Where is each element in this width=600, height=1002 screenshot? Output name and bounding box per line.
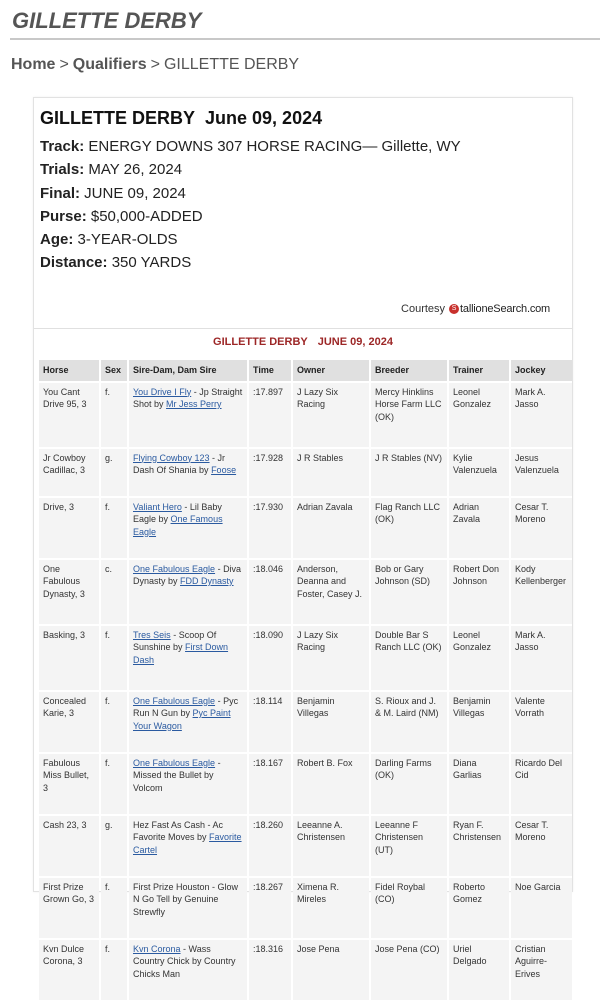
pedigree-cell: Valiant Hero - Lil Baby Eagle by One Famous Eagle: [129, 498, 247, 558]
results-heading: [34, 336, 572, 348]
distance-label: Distance:: [40, 254, 108, 272]
trainer-cell: Roberto Gomez: [449, 878, 509, 938]
horse-cell: One Fabulous Dynasty, 3: [39, 560, 99, 624]
breadcrumb-separator: >: [150, 56, 160, 73]
pedigree-cell: One Fabulous Eagle - Pyc Run N Gun by Pyc Paint Your Wagon: [129, 692, 247, 752]
sex-cell: f.: [101, 383, 127, 447]
dam-sire-link[interactable]: Mr Jess Perry: [166, 399, 222, 409]
horse-cell: You Cant Drive 95, 3: [39, 383, 99, 447]
pedigree-cell: Tres Seis - Scoop Of Sunshine by First Down Dash: [129, 626, 247, 690]
trainer-cell: Ryan F. Christensen: [449, 816, 509, 876]
breeder-cell: Mercy Hinklins Horse Farm LLC (OK): [371, 383, 447, 447]
sire-link[interactable]: Kvn Corona: [133, 943, 181, 954]
time-cell: :18.114: [249, 692, 291, 752]
dam-name: Missed the Bullet: [133, 770, 202, 780]
pedigree-cell: First Prize Houston - Glow N Go Tell by Genuine Strewfly: [129, 878, 247, 938]
dam-sire-name: Volcom: [133, 782, 163, 793]
dam-name: Glow N Go Tell: [133, 881, 239, 904]
time-cell: :18.316: [249, 940, 291, 1000]
track-row: [40, 135, 566, 158]
time-cell: :18.090: [249, 626, 291, 690]
title-divider: [10, 38, 600, 40]
column-header-sire-dam: Sire-Dam, Dam Sire: [129, 360, 247, 381]
jockey-cell: Kody Kellenberger: [511, 560, 572, 624]
dam-sire-link[interactable]: First Down Dash: [133, 642, 229, 665]
results-heading-name: GILLETTE DERBY: [213, 336, 308, 348]
age-value: 3-YEAR-OLDS: [77, 231, 178, 249]
purse-label: Purse:: [40, 207, 87, 225]
sex-cell: g.: [101, 449, 127, 496]
sire-link[interactable]: One Fabulous Eagle: [133, 757, 216, 768]
stallionsearch-logo-text: tallioneSearch.com: [460, 303, 550, 315]
breeder-cell: Fidel Roybal (CO): [371, 878, 447, 938]
breadcrumb-home-link[interactable]: Home: [11, 56, 56, 73]
trials-value: MAY 26, 2024: [88, 161, 183, 179]
race-info: [40, 106, 566, 275]
breeder-cell: Double Bar S Ranch LLC (OK): [371, 626, 447, 690]
sex-cell: c.: [101, 560, 127, 624]
sex-cell: f.: [101, 878, 127, 938]
trainer-cell: Uriel Delgado: [449, 940, 509, 1000]
jockey-cell: Ricardo Del Cid: [511, 754, 572, 814]
pedigree-cell: One Fabulous Eagle - Diva Dynasty by FDD Dynasty: [129, 560, 247, 624]
dam-sire-link[interactable]: One Famous Eagle: [133, 514, 223, 537]
column-header-jockey: Jockey: [511, 360, 572, 381]
table-row: [39, 754, 572, 814]
race-card: [33, 97, 573, 979]
dam-sire-link[interactable]: Foose: [211, 465, 237, 475]
dam-name: Jp Straight Shot: [133, 386, 243, 409]
sire-link[interactable]: Valiant Hero: [133, 501, 182, 512]
dam-name: Ac Favorite Moves: [133, 819, 224, 842]
trainer-cell: Kylie Valenzuela: [449, 449, 509, 496]
horse-cell: Cash 23, 3: [39, 816, 99, 876]
dam-name: Lil Baby Eagle: [133, 501, 222, 524]
horse-cell: Jr Cowboy Cadillac, 3: [39, 449, 99, 496]
race-name: GILLETTE DERBY: [40, 108, 196, 128]
breeder-cell: Bob or Gary Johnson (SD): [371, 560, 447, 624]
time-cell: :17.928: [249, 449, 291, 496]
courtesy-text: Courtesy: [401, 303, 446, 315]
table-row: [39, 692, 572, 752]
distance-row: [40, 251, 566, 274]
owner-cell: Ximena R. Mireles: [293, 878, 369, 938]
table-row: [39, 816, 572, 876]
jockey-cell: Cesar T. Moreno: [511, 498, 572, 558]
time-cell: :18.260: [249, 816, 291, 876]
jockey-cell: Mark A. Jasso: [511, 383, 572, 447]
sire-link[interactable]: One Fabulous Eagle: [133, 695, 216, 706]
column-header-breeder: Breeder: [371, 360, 447, 381]
track-label: Track:: [40, 138, 85, 155]
sex-cell: f.: [101, 626, 127, 690]
breeder-cell: J R Stables (NV): [371, 449, 447, 496]
table-row: [39, 498, 572, 558]
column-header-horse: Horse: [39, 360, 99, 381]
owner-cell: Anderson, Deanna and Foster, Casey J.: [293, 560, 369, 624]
dam-name: Jr Dash Of Shania: [133, 452, 226, 475]
table-row: [39, 383, 572, 447]
time-cell: :17.897: [249, 383, 291, 447]
sire-link[interactable]: Tres Seis: [133, 629, 171, 640]
stallionsearch-logo[interactable]: [449, 303, 550, 315]
sex-cell: f.: [101, 754, 127, 814]
horse-cell: First Prize Grown Go, 3: [39, 878, 99, 938]
jockey-cell: Cristian Aguirre-Erives: [511, 940, 572, 1000]
age-label: Age:: [40, 231, 74, 249]
stallionsearch-logo-mark: S: [449, 304, 459, 314]
pedigree-cell: Hez Fast As Cash - Ac Favorite Moves by Favorite Cartel: [129, 816, 247, 876]
trainer-cell: Leonel Gonzalez: [449, 383, 509, 447]
trainer-cell: Robert Don Johnson: [449, 560, 509, 624]
dam-sire-name: Country Chicks Man: [133, 956, 236, 979]
table-row: [39, 940, 572, 1000]
results-table: [37, 358, 574, 1002]
sex-cell: f.: [101, 692, 127, 752]
sex-cell: g.: [101, 816, 127, 876]
trials-row: [40, 158, 566, 181]
jockey-cell: Jesus Valenzuela: [511, 449, 572, 496]
race-date: June 09, 2024: [205, 108, 323, 128]
pedigree-cell: You Drive I Fly - Jp Straight Shot by Mr Jess Perry: [129, 383, 247, 447]
time-cell: :18.267: [249, 878, 291, 938]
sire-link[interactable]: Flying Cowboy 123: [133, 452, 210, 463]
section-divider: [34, 328, 572, 329]
purse-value: $50,000-ADDED: [90, 207, 203, 225]
site-title: GILLETTE DERBY: [12, 8, 202, 33]
jockey-cell: Noe Garcia: [511, 878, 572, 938]
courtesy-credit: [401, 303, 550, 315]
final-row: [40, 182, 566, 205]
time-cell: :18.167: [249, 754, 291, 814]
jockey-cell: Cesar T. Moreno: [511, 816, 572, 876]
dam-name: Scoop Of Sunshine: [133, 629, 217, 652]
dam-sire-link[interactable]: Favorite Cartel: [133, 832, 242, 855]
trials-label: Trials:: [40, 161, 85, 179]
race-title: [40, 106, 566, 130]
owner-cell: Robert B. Fox: [293, 754, 369, 814]
column-header-sex: Sex: [101, 360, 127, 381]
breadcrumb: [11, 56, 299, 74]
table-row: [39, 626, 572, 690]
dam-sire-link[interactable]: Pyc Paint Your Wagon: [133, 708, 231, 731]
horse-cell: Basking, 3: [39, 626, 99, 690]
trainer-cell: Benjamin Villegas: [449, 692, 509, 752]
sex-cell: f.: [101, 498, 127, 558]
jockey-cell: Valente Vorrath: [511, 692, 572, 752]
owner-cell: Benjamin Villegas: [293, 692, 369, 752]
owner-cell: J Lazy Six Racing: [293, 383, 369, 447]
pedigree-cell: One Fabulous Eagle - Missed the Bullet by Volcom: [129, 754, 247, 814]
trainer-cell: Leonel Gonzalez: [449, 626, 509, 690]
trainer-cell: Diana Garlias: [449, 754, 509, 814]
owner-cell: Jose Pena: [293, 940, 369, 1000]
dam-name: Diva Dynasty: [133, 563, 242, 586]
track-value: ENERGY DOWNS 307 HORSE RACING— Gillette, WY: [88, 138, 461, 155]
breeder-cell: S. Rioux and J. & M. Laird (NM): [371, 692, 447, 752]
dam-name: Pyc Run N Gun: [133, 695, 239, 718]
breadcrumb-separator: >: [59, 56, 69, 73]
table-row: [39, 449, 572, 496]
owner-cell: J R Stables: [293, 449, 369, 496]
breadcrumb-current: GILLETTE DERBY: [163, 56, 300, 73]
time-cell: :18.046: [249, 560, 291, 624]
purse-row: [40, 205, 566, 228]
owner-cell: Leeanne A. Christensen: [293, 816, 369, 876]
horse-cell: Fabulous Miss Bullet, 3: [39, 754, 99, 814]
column-header-trainer: Trainer: [449, 360, 509, 381]
breeder-cell: Darling Farms (OK): [371, 754, 447, 814]
horse-cell: Drive, 3: [39, 498, 99, 558]
breeder-cell: Jose Pena (CO): [371, 940, 447, 1000]
owner-cell: Adrian Zavala: [293, 498, 369, 558]
sire-link[interactable]: One Fabulous Eagle: [133, 563, 216, 574]
dam-sire-name: Genuine Strewfly: [133, 894, 219, 917]
sire-name: Hez Fast As Cash: [133, 819, 206, 830]
final-label: Final:: [40, 184, 80, 202]
column-header-owner: Owner: [293, 360, 369, 381]
distance-value: 350 YARDS: [111, 254, 192, 272]
breadcrumb-qualifiers-link[interactable]: Qualifiers: [72, 56, 147, 73]
results-header-row: [39, 360, 572, 381]
dam-name: Wass Country Chick: [133, 943, 211, 966]
horse-cell: Kvn Dulce Corona, 3: [39, 940, 99, 1000]
sire-name: First Prize Houston: [133, 881, 210, 892]
sex-cell: f.: [101, 940, 127, 1000]
dam-sire-link[interactable]: FDD Dynasty: [180, 576, 234, 586]
table-row: [39, 878, 572, 938]
breeder-cell: Leeanne F Christensen (UT): [371, 816, 447, 876]
breeder-cell: Flag Ranch LLC (OK): [371, 498, 447, 558]
final-value: JUNE 09, 2024: [84, 184, 186, 202]
table-row: [39, 560, 572, 624]
sire-link[interactable]: You Drive I Fly: [133, 386, 192, 397]
horse-cell: Concealed Karie, 3: [39, 692, 99, 752]
column-header-time: Time: [249, 360, 291, 381]
pedigree-cell: Kvn Corona - Wass Country Chick by Country Chicks Man: [129, 940, 247, 1000]
time-cell: :17.930: [249, 498, 291, 558]
age-row: [40, 228, 566, 251]
results-heading-date: JUNE 09, 2024: [317, 336, 393, 348]
jockey-cell: Mark A. Jasso: [511, 626, 572, 690]
trainer-cell: Adrian Zavala: [449, 498, 509, 558]
pedigree-cell: Flying Cowboy 123 - Jr Dash Of Shania by Foose: [129, 449, 247, 496]
owner-cell: J Lazy Six Racing: [293, 626, 369, 690]
